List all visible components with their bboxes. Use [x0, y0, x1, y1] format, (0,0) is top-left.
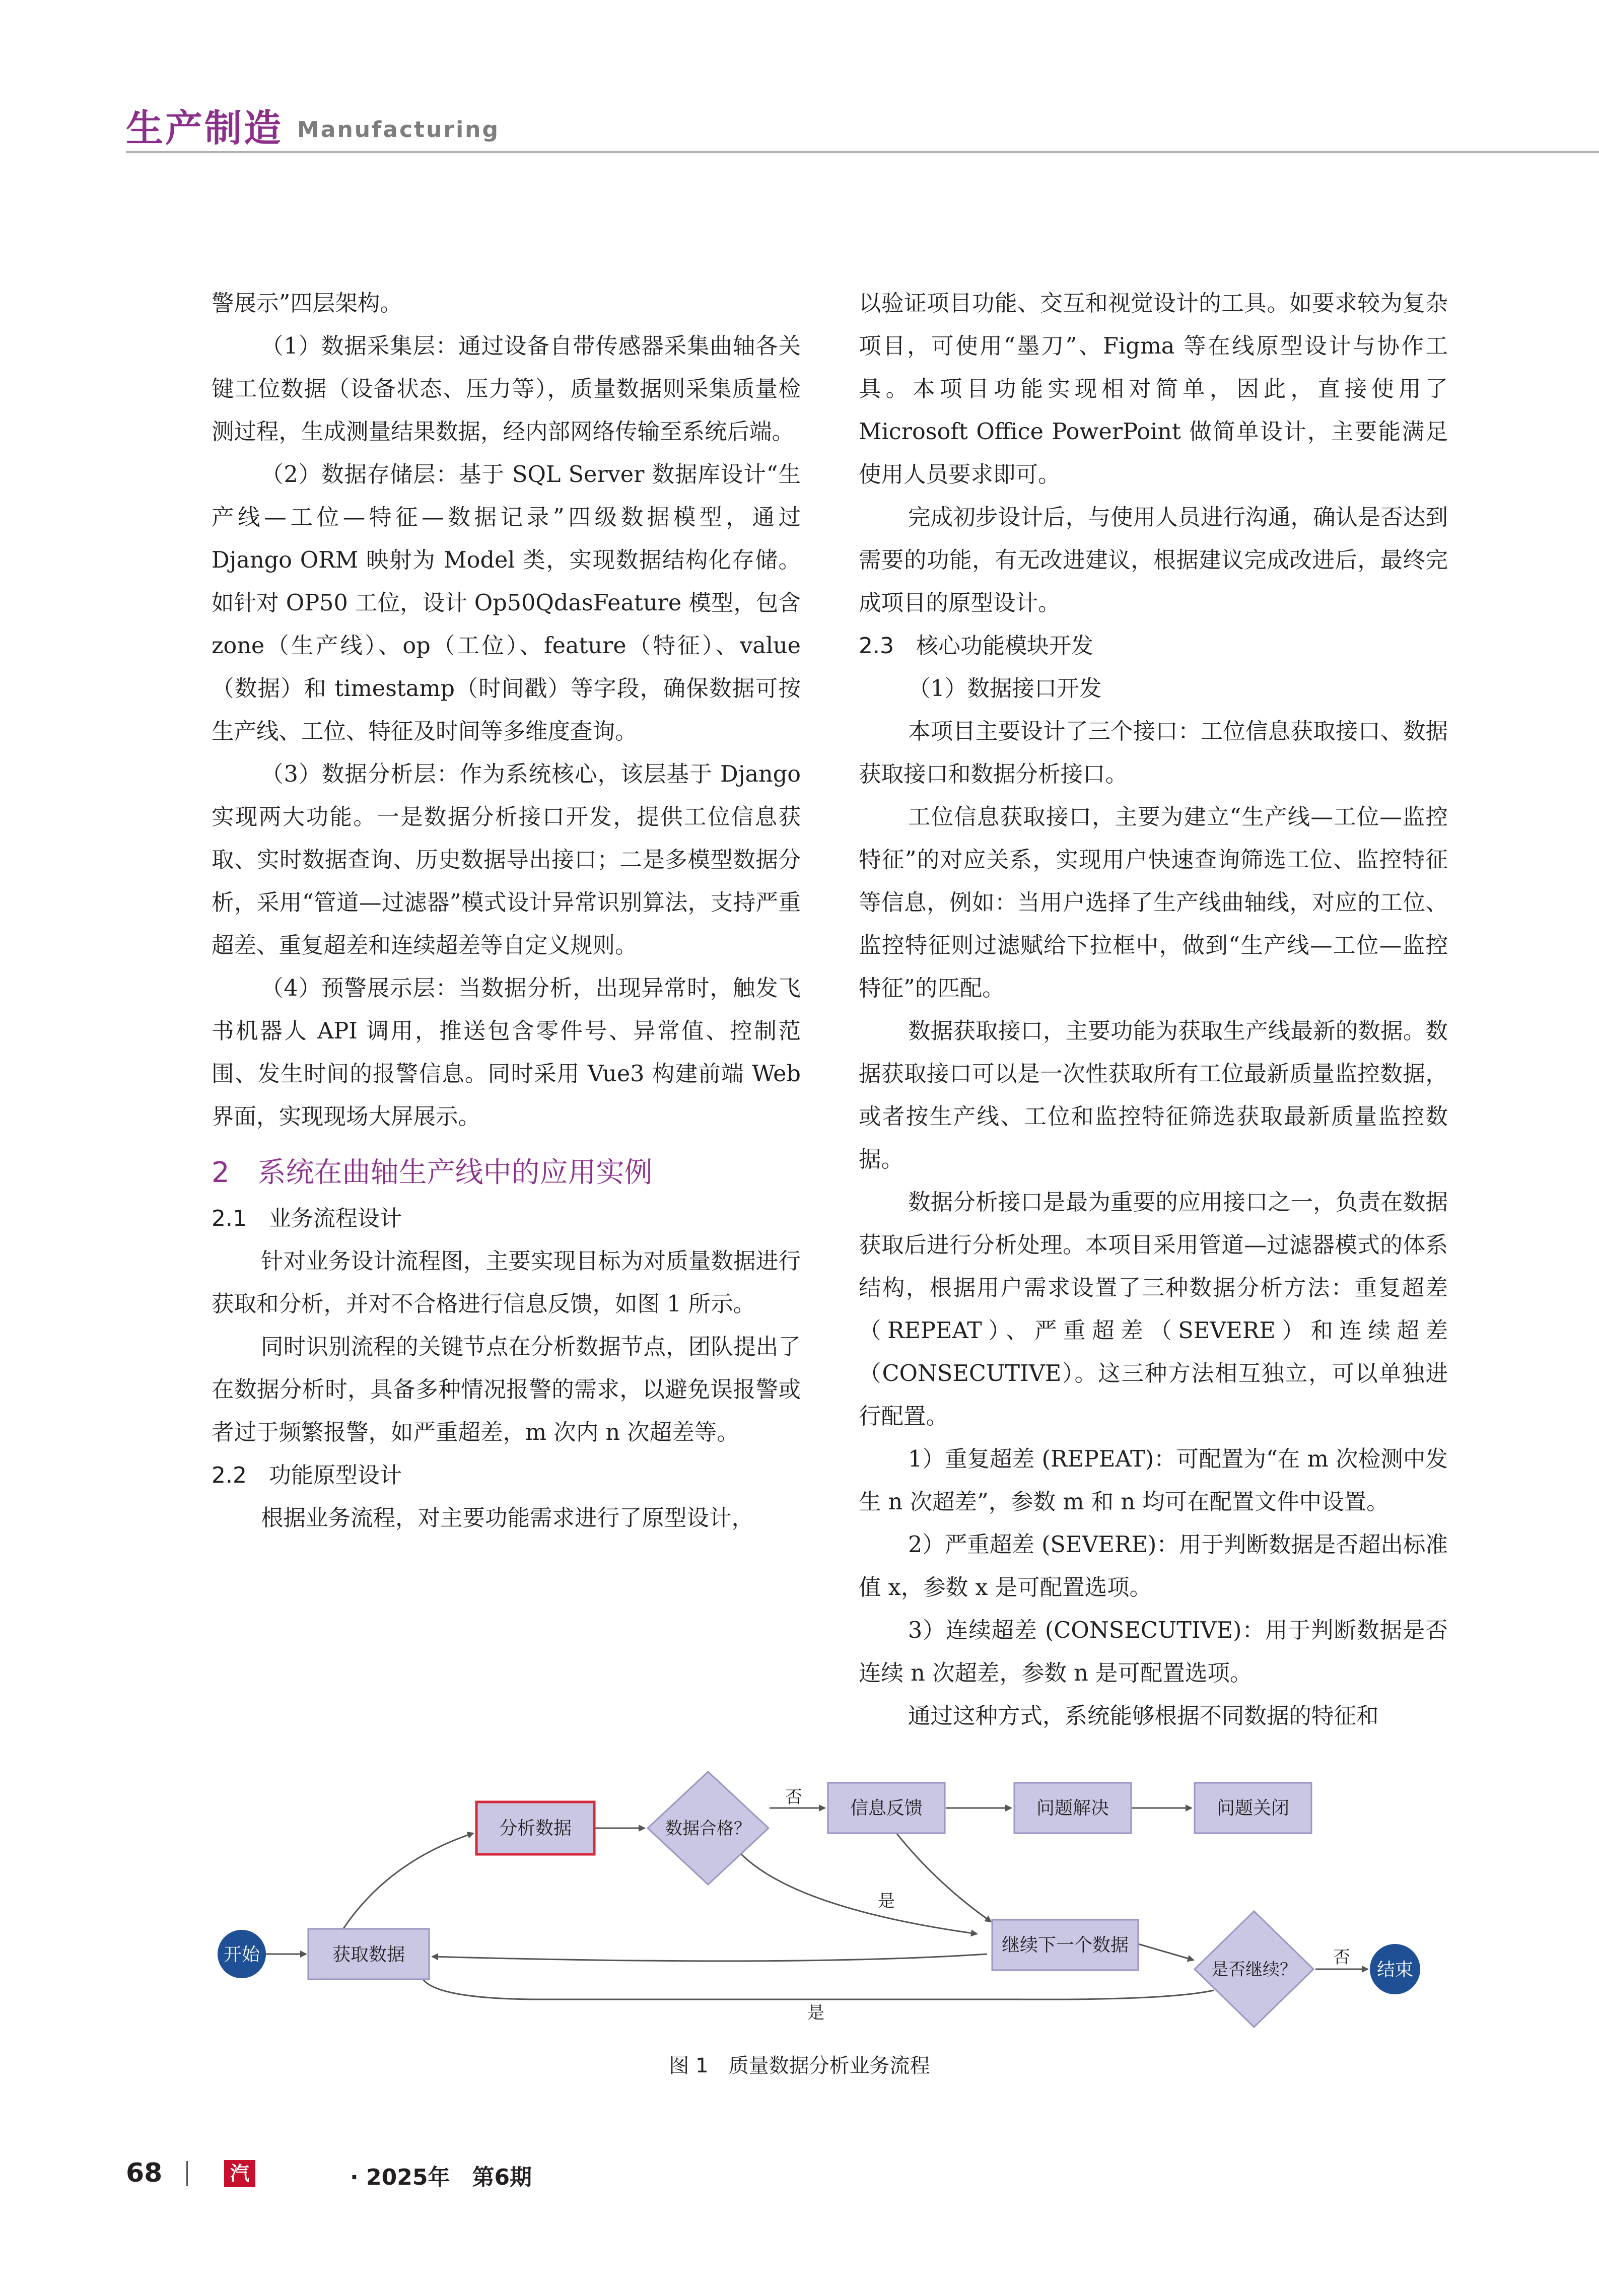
- subsection-heading: 2.3 核心功能模块开发: [859, 633, 1093, 659]
- feedback-label: 信息反馈: [850, 1798, 923, 1819]
- footer-divider: [186, 2161, 188, 2186]
- paragraph: 3）连续超差 (CONSECUTIVE)：用于判断数据是否连续 n 次超差，参数 n 是可配置选项。: [859, 1618, 1448, 1686]
- section-heading: 2 系统在曲轴生产线中的应用实例: [212, 1156, 653, 1189]
- paragraph: （1）数据采集层：通过设备自带传感器采集曲轴各关键工位数据（设备状态、压力等），质量数据则采集质量检测过程，生成测量结果数据，经内部网络传输至系统后端。: [212, 333, 801, 445]
- connector-next-continue: [1138, 1944, 1194, 1960]
- paragraph: 本项目主要设计了三个接口：工位信息获取接口、数据获取接口和数据分析接口。: [859, 719, 1448, 787]
- get-data-node: [308, 1929, 429, 1979]
- next-data-label: 继续下一个数据: [1001, 1935, 1129, 1956]
- paragraph: 完成初步设计后，与使用人员进行沟通，确认是否达到需要的功能，有无改进建议，根据建议完成改进后，最终完成项目的原型设计。: [859, 505, 1448, 616]
- page-number: 68: [126, 2158, 163, 2188]
- issue-info: · 2025年 第6期: [350, 2165, 532, 2190]
- start-node: [218, 1930, 266, 1978]
- paragraph: 工位信息获取接口，主要为建立“生产线—工位—监控特征”的对应关系，实现用户快速查询筛选工位、监控特征等信息，例如：当用户选择了生产线曲轴线，对应的工位、监控特征则过滤赋给下拉框中，做到“生产线—工位—监控特征”的匹配。: [859, 804, 1448, 1001]
- paragraph: 数据获取接口，主要功能为获取生产线最新的数据。数据获取接口可以是一次性获取所有工位最新质量监控数据，或者按生产线、工位和监控特征筛选获取最新质量监控数据。: [859, 1018, 1448, 1172]
- end-label: 结束: [1376, 1960, 1414, 1980]
- paragraph: 1）重复超差 (REPEAT)：可配置为“在 m 次检测中发生 n 次超差”，参数 m 和 n 均可在配置文件中设置。: [859, 1446, 1448, 1515]
- continue-label: 是否继续？: [1211, 1960, 1297, 1980]
- no-label-2: 否: [1333, 1947, 1350, 1968]
- paragraph: 针对业务设计流程图，主要实现目标为对质量数据进行获取和分析，并对不合格进行信息反馈，如图 1 所示。: [212, 1248, 801, 1317]
- close-node: [1195, 1783, 1311, 1833]
- no-label-1: 否: [785, 1787, 802, 1807]
- right-column: [859, 282, 1448, 1737]
- start-label: 开始: [223, 1944, 260, 1965]
- connector-qualified-next: [740, 1853, 977, 1934]
- qualified-decision: [648, 1772, 769, 1885]
- get-data-label: 获取数据: [332, 1944, 405, 1965]
- solve-node: [1014, 1783, 1131, 1833]
- paragraph: 数据分析接口是最为重要的应用接口之一，负责在数据获取后进行分析处理。本项目采用管道—过滤器模式的体系结构，根据用户需求设置了三种数据分析方法：重复超差（REPEAT）、严重超差（SEVERE）和连续超差（CONSECUTIVE）。这三种方法相互独立，可以单独进行配置。: [859, 1190, 1448, 1429]
- paragraph: （4）预警展示层：当数据分析，出现异常时，触发飞书机器人 API 调用，推送包含零件号、异常值、控制范围、发生时间的报警信息。同时采用 Vue3 构建前端 Web 界面，实现现场大屏展示。: [212, 976, 801, 1130]
- flowchart-figure: [212, 1753, 1450, 2070]
- paragraph: （3）数据分析层：作为系统核心，该层基于 Django 实现两大功能。一是数据分析接口开发，提供工位信息获取、实时数据查询、历史数据导出接口；二是多模型数据分析，采用“管道—过滤器”模式设计异常识别算法，支持严重超差、重复超差和连续超差等自定义规则。: [212, 761, 801, 958]
- page-header: [0, 0, 1599, 161]
- figure-caption: 图 1 质量数据分析业务流程: [669, 2054, 930, 2077]
- end-node: [1370, 1944, 1420, 1994]
- section-title: 生产制造: [126, 107, 283, 150]
- left-column: [212, 282, 801, 1540]
- flowchart: [212, 1753, 1450, 2070]
- paragraph: 同时识别流程的关键节点在分析数据节点，团队提出了在数据分析时，具备多种情况报警的需求，以避免误报警或者过于频繁报警，如严重超差，m 次内 n 次超差等。: [212, 1334, 801, 1445]
- continue-decision: [1195, 1911, 1313, 2027]
- solve-label: 问题解决: [1036, 1798, 1109, 1819]
- next-data-node: [992, 1920, 1138, 1970]
- paragraph: 2）严重超差 (SEVERE)：用于判断数据是否超出标准值 x，参数 x 是可配置选项。: [859, 1532, 1448, 1601]
- qualified-label: 数据合格？: [665, 1819, 751, 1839]
- yes-label-2: 是: [807, 2003, 824, 2023]
- subsection-heading: 2.2 功能原型设计: [212, 1463, 402, 1488]
- paragraph: （2）数据存储层：基于 SQL Server 数据库设计“生产线—工位—特征—数据记录”四级数据模型，通过 Django ORM 映射为 Model 类，实现数据结构化存储。如针对 OP50 工位，设计 Op50QdasFeature 模型，包含 zone（生产线）、op（工位）、feature（特征）、value（数据）和 timestamp（时间戳）等字段，确保数据可按生产线、工位、特征及时间等多维度查询。: [212, 462, 801, 744]
- paragraph: （1）数据接口开发: [908, 676, 1102, 702]
- connector-continue-get: [421, 1973, 1214, 1999]
- connector-next-get: [432, 1954, 987, 1961]
- section-subtitle: Manufacturing: [297, 117, 500, 143]
- paragraph: 警展示”四层架构。: [212, 291, 402, 316]
- header-divider: [126, 151, 1599, 153]
- close-label: 问题关闭: [1216, 1798, 1290, 1819]
- magazine-logo: 汽车制造业: [224, 2160, 255, 2187]
- subsection-heading: 2.1 业务流程设计: [212, 1206, 402, 1231]
- paragraph: 通过这种方式，系统能够根据不同数据的特征和: [908, 1703, 1379, 1729]
- feedback-node: [828, 1783, 945, 1833]
- analyze-label: 分析数据: [499, 1818, 572, 1839]
- paragraph: 根据业务流程，对主要功能需求进行了原型设计，: [261, 1505, 754, 1531]
- connector-get-analyze: [337, 1833, 473, 1938]
- analyze-node: [476, 1802, 594, 1854]
- yes-label-1: 是: [878, 1891, 895, 1911]
- paragraph: 以验证项目功能、交互和视觉设计的工具。如要求较为复杂项目，可使用“墨刀”、Figma 等在线原型设计与协作工具。本项目功能实现相对简单，因此，直接使用了 Microsoft Office PowerPoint 做简单设计，主要能满足使用人员要求即可。: [859, 291, 1448, 488]
- connector-feedback-next: [896, 1833, 991, 1922]
